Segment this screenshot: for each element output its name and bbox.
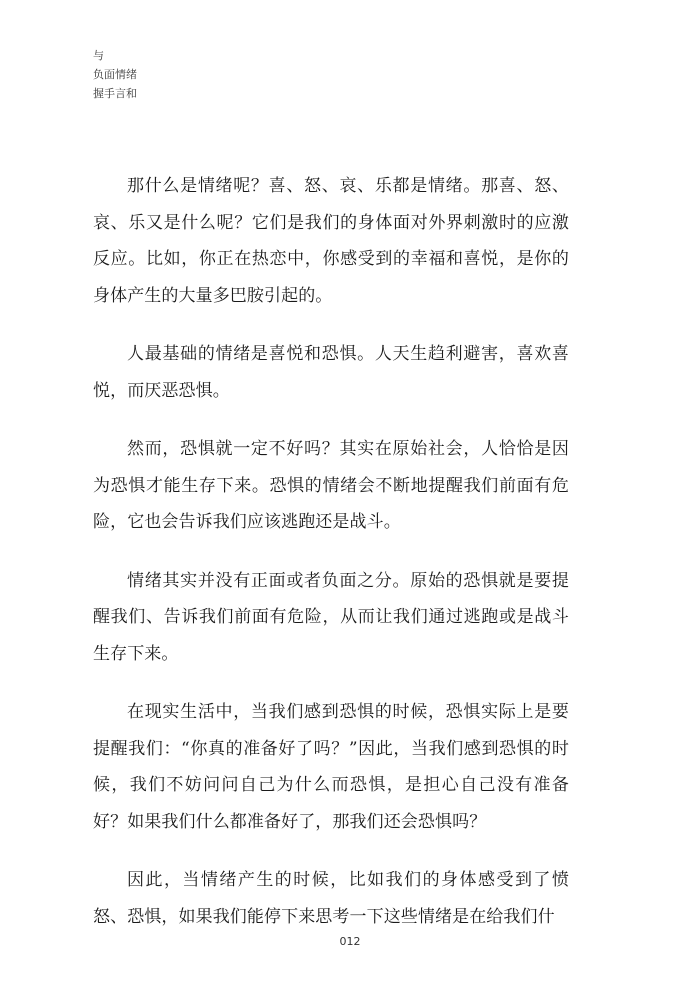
running-header-line-1: 与 — [93, 49, 104, 62]
running-header — [93, 46, 137, 103]
paragraph-6: 因此，当情绪产生的时候，比如我们的身体感受到了愤怒、恐惧，如果我们能停下来思考一下这些情绪是在给我们什 — [93, 870, 569, 927]
paragraph-5: 在现实生活中，当我们感到恐惧的时候，恐惧实际上是要提醒我们：“你真的准备好了吗？”因此，当我们感到恐惧的时候，我们不妨问问自己为什么而恐惧，是担心自己没有准备好？如果我们什么都准备好了，那我们还会恐惧吗？ — [93, 702, 569, 832]
running-header-line-2: 负面情绪 — [93, 68, 137, 81]
paragraph-4: 情绪其实并没有正面或者负面之分。原始的恐惧就是要提醒我们、告诉我们前面有危险，从而让我们通过逃跑或是战斗生存下来。 — [93, 570, 569, 664]
paragraph-2: 人最基础的情绪是喜悦和恐惧。人天生趋利避害，喜欢喜悦，而厌恶恐惧。 — [93, 344, 569, 401]
running-header-line-3: 握手言和 — [93, 87, 137, 100]
paragraph-3: 然而，恐惧就一定不好吗？其实在原始社会，人恰恰是因为恐惧才能生存下来。恐惧的情绪会不断地提醒我们前面有危险，它也会告诉我们应该逃跑还是战斗。 — [93, 439, 569, 532]
page-number: 012 — [339, 935, 361, 948]
paragraph-1: 那什么是情绪呢？喜、怒、哀、乐都是情绪。那喜、怒、哀、乐又是什么呢？它们是我们的身体面对外界刺激时的应激反应。比如，你正在热恋中，你感受到的幸福和喜悦，是你的身体产生的大量多巴胺引起的。 — [93, 176, 569, 306]
body-text — [93, 168, 569, 957]
